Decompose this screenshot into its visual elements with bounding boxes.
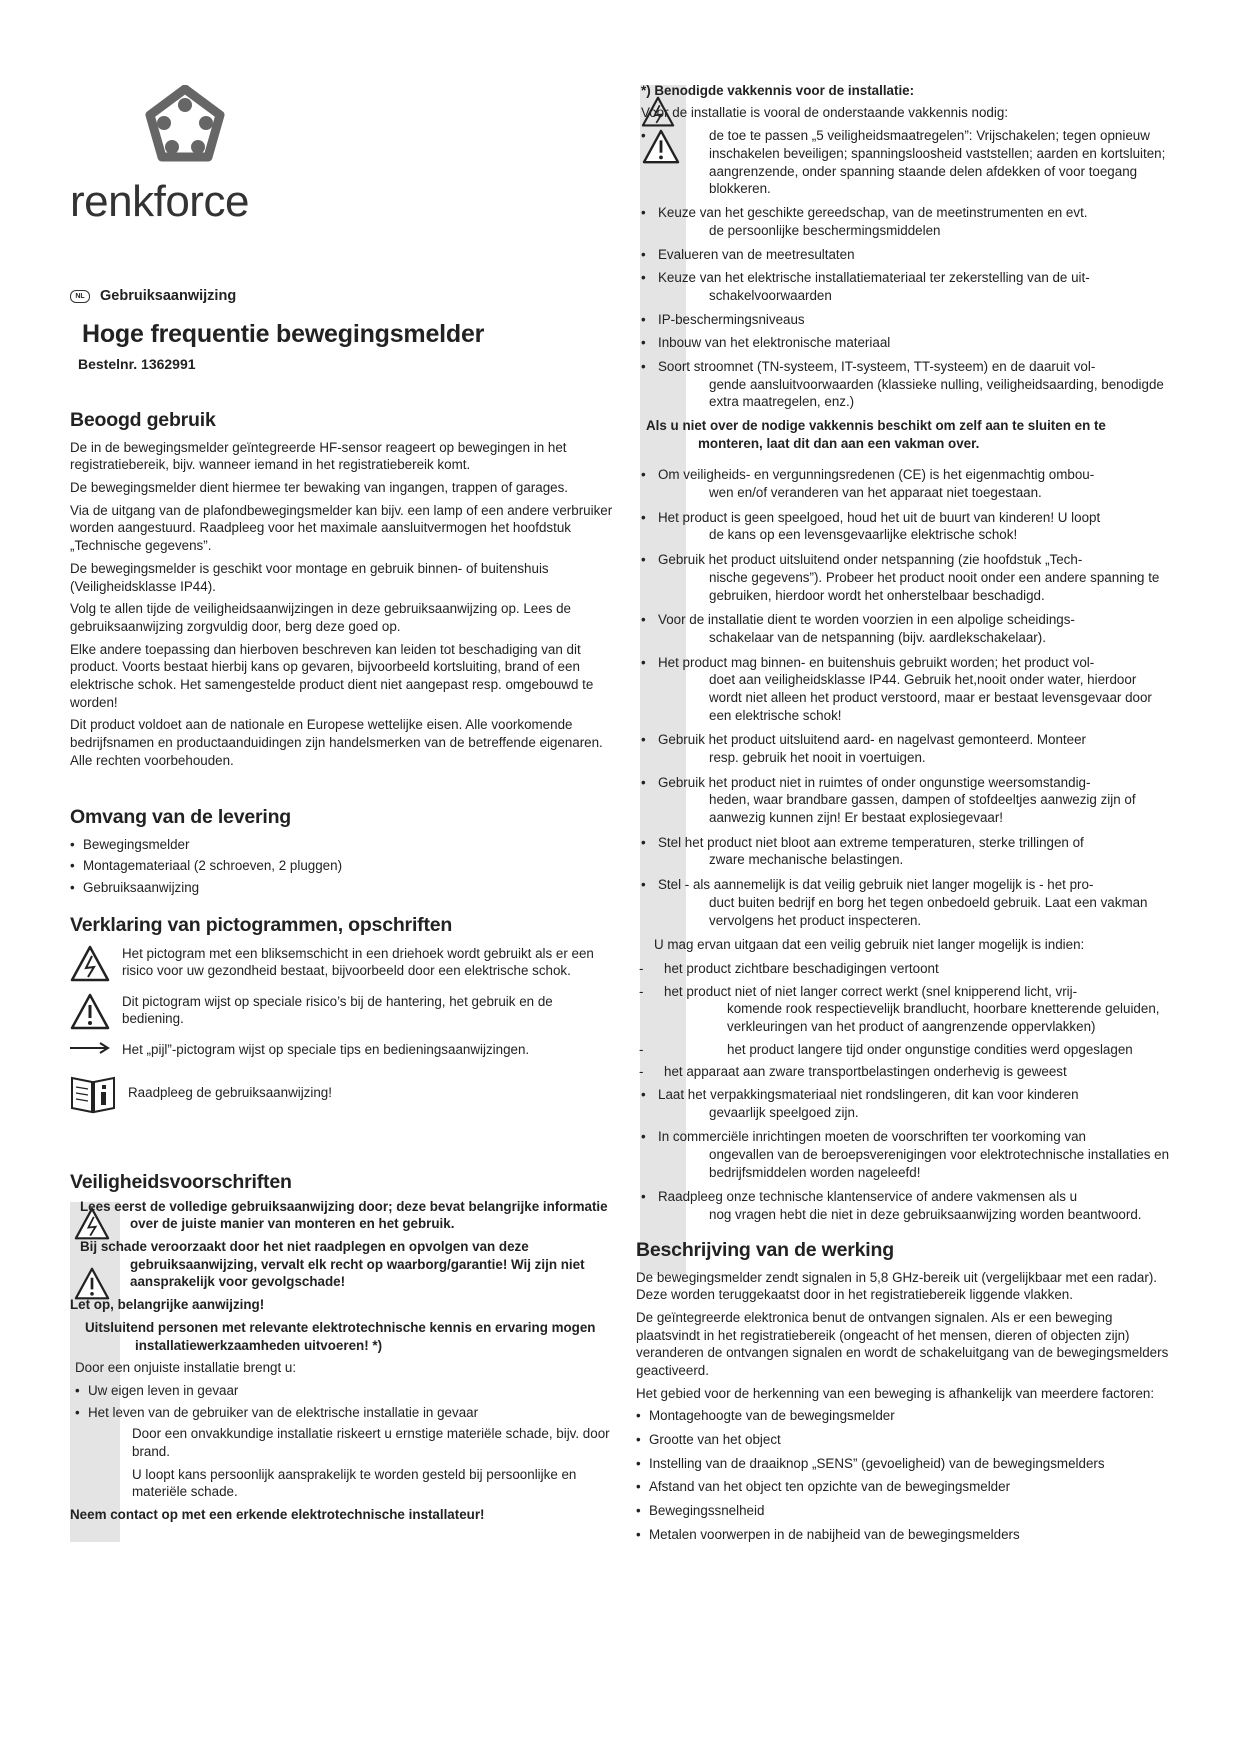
pictogram-row (70, 1041, 614, 1059)
pictogram-row (70, 1074, 614, 1114)
paragraph: De in de bewegingsmelder geïntegreerde HF-sensor reageert op bewegingen in het registratiebereik, bijv. wanneer iemand in het registratiebereik komt. (70, 439, 567, 473)
safety-text: Uitsluitend personen met relevante elektrotechnische kennis en ervaring mogen installatiewerkzaamheden uitvoeren! *) (85, 1319, 596, 1353)
operation-section (636, 1238, 1172, 1544)
list-item: • Keuze van het geschikte gereedschap, van de meetinstrumenten en evt. de persoonlijke beschermingsmiddelen (636, 204, 1172, 239)
expertise-first: de toe te passen „5 veiligheidsmaatregelen”: Vrijschakelen; tegen opnieuw inschakelen beveiligen; spanningsloosheid vaststellen; aarden en kortsluiten; aangrenzende, onder spanning staande delen afdekken of voor toegang blokkeren. (709, 128, 1166, 197)
list-item: • Voor de installatie dient te worden voorzien in een alpolige scheidings- schakelaar van de netspanning (bijv. aardlekschakelaar). (636, 611, 1172, 646)
safety-text: Let op, belangrijke aanwijzing! (70, 1297, 265, 1313)
list-item: • Uw eigen leven in gevaar (75, 1382, 614, 1400)
safety-text: Neem contact op met een erkende elektrotechnische installateur! (70, 1507, 485, 1523)
list-item: • In commerciële inrichtingen moeten de voorschriften ter voorkoming van ongevallen van de beroepsverenigingen voor elektrotechnische installaties en bedrijfsmiddelen worden nageleefd! (636, 1128, 1172, 1181)
safety-text: Lees eerst de volledige gebruiksaanwijzing door; deze bevat belangrijke informatie over de juiste manier van monteren en het gebruik. (80, 1198, 608, 1232)
safety-section (70, 1170, 614, 1529)
exclamation-warning-icon (70, 993, 110, 1031)
paragraph: Volg te allen tijde de veiligheidsaanwijzingen in deze gebruiksaanwijzing op. Lees de gebruiksaanwijzing zorgvuldig door, berg deze goed op. (70, 601, 571, 634)
expertise-warning: Als u niet over de nodige vakkennis beschikt om zelf aan te sluiten en te monteren, laat dit dan aan een vakman over. (646, 418, 1106, 451)
paragraph: Dit product voldoet aan de nationale en Europese wettelijke eisen. Alle voorkomende bedrijfsnamen en productaanduidingen zijn handelsmerken van de betreffende eigenaren. Alle rechten voorbehouden. (70, 717, 603, 768)
section-heading: Beschrijving van de werking (636, 1238, 894, 1261)
language-badge: NL (70, 290, 90, 303)
lightning-warning-icon (70, 945, 110, 983)
brand-name: renkforce (70, 177, 249, 226)
expertise-list (636, 204, 1172, 411)
list-item: • Het product mag binnen- en buitenshuis gebruikt worden; het product vol- doet aan veiligheidsklasse IP44. Gebruik het,nooit onder water, hierdoor wordt niet alleen het product verstoord, maar er bestaat levensgevaar door een elektrische schok! (636, 654, 1172, 725)
list-item: • Stel - als aannemelijk is dat veilig gebruik niet langer mogelijk is - het pro- duct buiten bedrijf en borg het tegen onbedoeld gebruik. Laat een vakman vervolgens het product inspecteren. (636, 876, 1172, 929)
pictogram-text: Het pictogram met een bliksemschicht in een driehoek wordt gebruikt als er een risico voor uw gezondheid bestaat, bijvoorbeeld door een elektrische schok. (122, 945, 594, 979)
list-item: • Gebruik het product uitsluitend onder netspanning (zie hoofdstuk „Tech- nische gegevens”). Probeer het product nooit onder een andere spanning te gebruiken, hierdoor wordt het onherstelbaar beschadigd. (636, 551, 1172, 604)
list-item: • Stel het product niet bloot aan extreme temperaturen, sterke trillingen of zware mechanische belastingen. (636, 834, 1172, 869)
delivery-section (70, 805, 614, 901)
section-heading: Beoogd gebruik (70, 409, 216, 431)
paragraph: De bewegingsmelder zendt signalen in 5,8 GHz-bereik uit (vergelijkbaar met een radar). Deze worden teruggekaatst door in het registratiebereik liggende vlakken. (636, 1269, 1158, 1303)
list-item: - het product langere tijd onder ongunstige condities werd opgeslagen (636, 1041, 1172, 1059)
unsafe-intro: U mag ervan uitgaan dat een veilig gebruik niet langer mogelijk is indien: (654, 937, 1085, 953)
safety-text: Door een onjuiste installatie brengt u: (75, 1360, 297, 1376)
expertise-title: *) Benodigde vakkennis voor de installatie: (641, 83, 915, 98)
list-item: • Gebruiksaanwijzing (70, 879, 614, 897)
list-item: • Afstand van het object ten opzichte van de bewegingsmelder (636, 1478, 1172, 1496)
safety-rules-list-2 (636, 1086, 1172, 1224)
list-item: • Montagehoogte van de bewegingsmelder (636, 1407, 1172, 1425)
safety-text: Door een onvakkundige installatie riskeert u ernstige materiële schade, bijv. door brand. (132, 1426, 610, 1459)
list-item: • Het leven van de gebruiker van de elektrische installatie in gevaar (75, 1404, 614, 1422)
doc-type: Gebruiksaanwijzing (100, 288, 237, 304)
section-heading: Veiligheidsvoorschriften (70, 1171, 292, 1193)
expertise-intro: Voor de installatie is vooral de onderstaande vakkennis nodig: (641, 104, 1008, 120)
paragraph: De bewegingsmelder dient hiermee ter bewaking van ingangen, trappen of garages. (70, 480, 569, 496)
doc-type-row (70, 287, 236, 306)
pictogram-row (70, 993, 614, 1031)
page-title: Hoge frequentie bewegingsmelder (82, 320, 485, 348)
exclamation-warning-icon (641, 129, 681, 165)
unsafe-list (636, 960, 1172, 1081)
list-item: • Metalen voorwerpen in de nabijheid van de bewegingsmelders (636, 1526, 1172, 1544)
safety-text: U loopt kans persoonlijk aansprakelijk te worden gesteld bij persoonlijke en materiële schade. (132, 1466, 577, 1500)
safety-rules-list (636, 466, 1172, 929)
list-item: • Grootte van het object (636, 1431, 1172, 1449)
paragraph: De geïntegreerde elektronica benut de ontvangen signalen. Als er een beweging plaatsvindt in het registratiebereik (ongeacht of het mensen, dieren of objecten zijn) veranderen de ontvangen signalen en wordt de schakeluitgang van de bewegingsmelders geactiveerd. (636, 1309, 1169, 1378)
paragraph: Elke andere toepassing dan hierboven beschreven kan leiden tot beschadiging van dit product. Voorts bestaat hierbij kans op gevaren, bijvoorbeeld kortsluiting, brand of een elektrische schok. Het samengestelde product dient niet aangepast resp. omgebouwd te worden! (70, 641, 594, 710)
arrow-icon (70, 1041, 110, 1055)
list-item: - het apparaat aan zware transportbelastingen onderhevig is geweest (636, 1063, 1172, 1081)
renkforce-logo-icon (120, 85, 250, 175)
pictograms-section (70, 913, 614, 1124)
list-item: • Om veiligheids- en vergunningsredenen (CE) is het eigenmachtig ombou- wen en/of veranderen van het apparaat niet toegestaan. (636, 466, 1172, 501)
list-item: • Montagemateriaal (2 schroeven, 2 pluggen) (70, 857, 614, 875)
section-heading: Verklaring van pictogrammen, opschriften (70, 914, 453, 936)
safety-text: Bij schade veroorzaakt door het niet raadplegen en opvolgen van deze gebruiksaanwijzing, vervalt elk recht op waarborg/garantie! Wij zijn niet aansprakelijk voor gevolgschade! (80, 1239, 585, 1290)
list-item: • IP-beschermingsniveaus (636, 311, 1172, 329)
list-item: • Inbouw van het elektronische materiaal (636, 334, 1172, 352)
lightning-warning-icon (640, 96, 676, 128)
list-item: • Het product is geen speelgoed, houd het uit de buurt van kinderen! U loopt de kans op een levensgevaarlijke elektrische schok! (636, 509, 1172, 544)
section-heading: Omvang van de levering (70, 806, 292, 828)
list-item: • Laat het verpakkingsmateriaal niet rondslingeren, dit kan voor kinderen gevaarlijk speelgoed zijn. (636, 1086, 1172, 1121)
paragraph: Via de uitgang van de plafondbewegingsmelder kan bijv. een lamp of een andere verbruiker worden aangestuurd. Raadpleeg voor het maximale aansluitvermogen het hoofdstuk „Technische gegevens”. (70, 502, 613, 554)
list-item: • Bewegingssnelheid (636, 1502, 1172, 1520)
list-item: - het product niet of niet langer correct werkt (snel knipperend licht, vrij- komende rook respectievelijk brandlucht, hoorbare knetterende geluiden, verkleuringen van het product of aangrenzende oppervlakken) (636, 983, 1172, 1036)
list-item: • Bewegingsmelder (70, 836, 614, 854)
list-item: • Keuze van het elektrische installatiemateriaal ter zekerstelling van de uit- schakelvoorwaarden (636, 269, 1172, 304)
five-rules-item: • de toe te passen „5 veiligheidsmaatregelen”: Vrijschakelen; tegen opnieuw inschakelen beveiligen; spanningsloosheid vaststellen; aarden en kortsluiten; aangrenzende, onder spanning staande delen afdekken of voor toegang blokkeren. (636, 127, 1172, 198)
list-item: • Evalueren van de meetresultaten (636, 246, 1172, 264)
pictogram-text: Dit pictogram wijst op speciale risico’s bij de hantering, het gebruik en de bediening. (122, 993, 553, 1027)
intended-use-section (70, 408, 614, 774)
list-item: • Instelling van de draaiknop „SENS” (gevoeligheid) van de bewegingsmelders (636, 1455, 1172, 1473)
brand-logo (70, 85, 270, 230)
manual-info-icon (70, 1074, 116, 1114)
pictogram-text: Raadpleeg de gebruiksaanwijzing! (128, 1085, 332, 1101)
pictogram-row (70, 945, 614, 983)
list-item: - het product zichtbare beschadigingen vertoont (636, 960, 1172, 978)
pictogram-text: Het „pijl”-pictogram wijst op speciale tips en bedieningsaanwijzingen. (122, 1041, 530, 1057)
list-item: • Raadpleeg onze technische klantenservice of andere vakmensen als u nog vragen hebt die niet in deze gebruiksaanwijzing worden beantwoord. (636, 1188, 1172, 1223)
list-item: • Gebruik het product uitsluitend aard- en nagelvast gemonteerd. Monteer resp. gebruik het nooit in voertuigen. (636, 731, 1172, 766)
paragraph: Het gebied voor de herkenning van een beweging is afhankelijk van meerdere factoren: (636, 1385, 1155, 1401)
list-item: • Gebruik het product niet in ruimtes of onder ongunstige weersomstandig- heden, waar brandbare gassen, dampen of stofdeeltjes aanwezig zijn of aanwezig kunnen zijn! Er bestaat explosiegevaar! (636, 774, 1172, 827)
list-item: • Soort stroomnet (TN-systeem, IT-systeem, TT-systeem) en de daaruit vol- gende aansluitvoorwaarden (klassieke nulling, veiligheidsaarding, benodigde extra maatregelen, enz.) (636, 358, 1172, 411)
paragraph: De bewegingsmelder is geschikt voor montage en gebruik binnen- of buitenshuis (Veiligheidsklasse IP44). (70, 560, 549, 594)
order-number: Bestelnr. 1362991 (78, 356, 196, 372)
